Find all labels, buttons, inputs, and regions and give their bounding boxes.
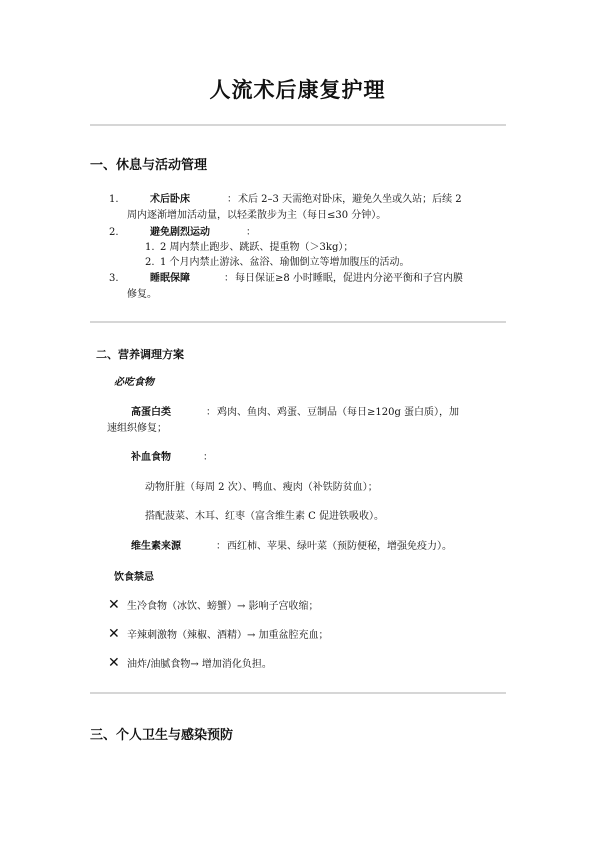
label-blood: 补血食物 bbox=[131, 452, 171, 463]
item-text: 每日保证≥8 小时睡眠，促进内分泌平衡和子宫内膜 bbox=[235, 273, 463, 284]
protein-text: 鸡肉、鱼肉、鸡蛋、豆制品（每日≥120g 蛋白质），加 bbox=[217, 407, 460, 418]
item-text: 周内逐渐增加活动量，以轻柔散步为主（每日≤30 分钟）。 bbox=[127, 210, 387, 221]
taboo-item: 生冷食物（冰饮、螃蟹）→ 影响子宫收缩； bbox=[127, 601, 319, 612]
cross-icon: ✕ bbox=[108, 655, 120, 671]
item-label-no-exercise: 避免剧烈运动 bbox=[150, 227, 210, 238]
divider bbox=[90, 321, 506, 323]
blood-text: 搭配菠菜、木耳、红枣（富含维生素 C 促进铁吸收）。 bbox=[145, 511, 385, 522]
item-separator: ： bbox=[227, 194, 237, 205]
label-vitamin: 维生素来源 bbox=[131, 541, 181, 552]
item-label-sleep: 睡眠保障 bbox=[150, 273, 190, 284]
list-number: 2. bbox=[109, 227, 119, 238]
sub-list-number: 1. bbox=[145, 242, 155, 253]
divider bbox=[90, 692, 506, 694]
label-protein: 高蛋白类 bbox=[131, 407, 171, 418]
protein-text: 速组织修复； bbox=[107, 423, 167, 434]
section-heading-nutrition: 二、营养调理方案 bbox=[96, 348, 184, 361]
item-label-bed-rest: 术后卧床 bbox=[150, 194, 190, 205]
item-text: 术后 2–3 天需绝对卧床，避免久坐或久站；后续 2 bbox=[238, 194, 462, 205]
taboo-item: 辛辣刺激物（辣椒、酒精）→ 加重盆腔充血； bbox=[127, 630, 329, 641]
list-number: 3. bbox=[109, 273, 119, 284]
divider bbox=[90, 124, 506, 126]
section-heading-hygiene: 三、个人卫生与感染预防 bbox=[90, 728, 234, 743]
item-separator: ： bbox=[246, 227, 256, 238]
vitamin-text: 西红柿、苹果、绿叶菜（预防便秘，增强免疫力）。 bbox=[227, 541, 452, 552]
item-text: 修复。 bbox=[127, 289, 157, 300]
blood-text: 动物肝脏（每周 2 次）、鸭血、瘦肉（补铁防贫血）； bbox=[145, 482, 378, 493]
subheading-must-eat: 必吃食物 bbox=[114, 377, 154, 388]
separator: ： bbox=[216, 541, 226, 552]
list-number: 1. bbox=[109, 194, 119, 205]
cross-icon: ✕ bbox=[108, 626, 120, 642]
sub-list-text: 1 个月内禁止游泳、盆浴、瑜伽倒立等增加腹压的活动。 bbox=[160, 257, 410, 268]
separator: ： bbox=[203, 452, 213, 463]
section-heading-rest: 一、休息与活动管理 bbox=[90, 158, 208, 173]
sub-list-text: 2 周内禁止跑步、跳跃、提重物（＞3kg）； bbox=[160, 242, 354, 253]
separator: ： bbox=[206, 407, 216, 418]
page-title: 人流术后康复护理 bbox=[209, 77, 386, 102]
sub-list-number: 2. bbox=[145, 257, 155, 268]
cross-icon: ✕ bbox=[108, 597, 120, 613]
item-separator: ： bbox=[224, 273, 234, 284]
subheading-taboo: 饮食禁忌 bbox=[114, 572, 154, 583]
taboo-item: 油炸/油腻食物→ 增加消化负担。 bbox=[127, 659, 272, 670]
